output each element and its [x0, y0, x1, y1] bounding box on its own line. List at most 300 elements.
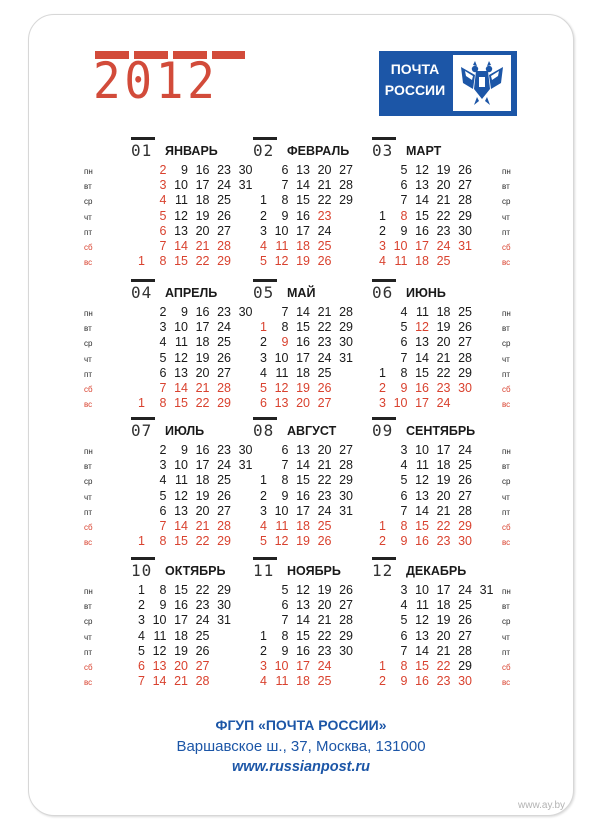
day-cell: 27: [217, 365, 231, 380]
day-cell: 22: [317, 193, 332, 208]
day-cell: 3: [260, 223, 267, 238]
day-cell: 19: [317, 583, 332, 597]
day-cell: 22: [317, 320, 332, 335]
day-cell: 26: [217, 208, 231, 223]
day-cell: 27: [317, 396, 332, 411]
day-cell: 25: [436, 254, 451, 269]
day-cell: 10: [393, 239, 408, 253]
day-cell: 5: [281, 583, 289, 597]
month-number: 06: [372, 283, 394, 302]
month-number-bar: [131, 279, 155, 282]
day-cell: 13: [152, 659, 167, 673]
day-cell: 12: [174, 350, 188, 365]
day-cell: 2: [159, 305, 167, 319]
month-name: ЯНВАРЬ: [165, 144, 218, 158]
weekday-label: пт: [502, 369, 510, 379]
day-cell: 16: [415, 223, 429, 238]
day-cell: 20: [436, 335, 451, 350]
day-cell: 13: [296, 163, 310, 177]
month-header: [370, 137, 510, 161]
weekday-label: чт: [84, 632, 92, 642]
day-cell: 26: [217, 488, 231, 503]
day-cell: 19: [296, 254, 310, 269]
day-cell: 9: [400, 674, 408, 689]
day-cell: 16: [174, 598, 188, 613]
day-cell: 27: [195, 659, 210, 673]
day-cell: 18: [195, 335, 210, 350]
weekday-label: чт: [84, 212, 92, 222]
day-cell: 27: [339, 598, 353, 613]
day-cell: 18: [296, 519, 310, 533]
day-cell: 7: [281, 305, 289, 319]
weekday-label: вс: [84, 400, 93, 410]
day-cell: 21: [174, 674, 188, 689]
weekday-label: сб: [502, 385, 511, 394]
day-cell: 28: [217, 239, 231, 253]
weekday-label: пн: [502, 447, 511, 456]
day-cell: 23: [195, 598, 210, 613]
day-cell: 7: [159, 239, 167, 253]
weekday-label: ср: [84, 339, 93, 349]
day-cell: 16: [296, 335, 310, 350]
day-cell: 1: [138, 396, 145, 411]
weekday-label: вс: [84, 538, 93, 548]
day-cell: 8: [400, 659, 408, 673]
day-cell: 17: [296, 350, 310, 365]
day-cell: 14: [296, 458, 310, 473]
day-cell: 17: [195, 178, 210, 193]
day-cell: 28: [458, 193, 472, 208]
day-cell: 17: [296, 223, 310, 238]
day-cell: 17: [195, 458, 210, 473]
day-cell: 4: [260, 674, 267, 689]
weekday-label: чт: [84, 354, 92, 364]
day-cell: 22: [317, 473, 332, 488]
day-cell: 7: [281, 613, 289, 628]
weekday-label: вт: [502, 462, 510, 472]
day-cell: 24: [317, 659, 332, 673]
logo-line-2: РОССИИ: [384, 82, 446, 98]
day-cell: 13: [296, 443, 310, 457]
day-cell: 31: [479, 583, 494, 597]
weekday-label: чт: [502, 212, 510, 222]
day-cell: 16: [415, 674, 429, 689]
day-cell: 24: [317, 223, 332, 238]
day-cell: 24: [436, 239, 451, 253]
day-cell: 5: [159, 488, 167, 503]
weekday-label: вт: [84, 324, 92, 334]
day-cell: 18: [296, 239, 310, 253]
day-cell: 4: [400, 458, 408, 473]
day-cell: 5: [400, 613, 408, 628]
day-cell: 8: [400, 208, 408, 223]
day-cell: 29: [339, 473, 353, 488]
watermark: www.ay.by: [518, 800, 566, 811]
month-block: [370, 279, 490, 411]
day-cell: 25: [458, 305, 472, 319]
day-cell: 29: [217, 583, 231, 597]
day-cell: 10: [274, 659, 289, 673]
day-cell: 29: [217, 396, 231, 411]
day-cell: 24: [195, 613, 210, 628]
day-cell: 16: [296, 643, 310, 658]
month-number: 04: [131, 283, 153, 302]
day-cell: 20: [436, 488, 451, 503]
month-block: [251, 557, 371, 689]
day-cell: 21: [195, 381, 210, 395]
day-cell: 5: [260, 534, 267, 549]
day-cell: 14: [296, 305, 310, 319]
day-cell: 15: [415, 208, 429, 223]
day-cell: 4: [159, 473, 167, 488]
day-cell: 26: [339, 583, 353, 597]
day-cell: 12: [152, 643, 167, 658]
day-cell: 10: [174, 178, 188, 193]
day-cell: 22: [317, 628, 332, 643]
day-cell: 7: [400, 643, 408, 658]
day-cell: 3: [138, 613, 145, 628]
day-cell: 6: [281, 598, 289, 613]
day-cell: 14: [174, 381, 188, 395]
day-cell: 22: [195, 254, 210, 269]
day-cell: 16: [415, 534, 429, 549]
day-cell: 8: [400, 365, 408, 380]
day-cell: 17: [415, 396, 429, 411]
month-name: ИЮНЬ: [406, 286, 446, 300]
weekday-label: вс: [502, 538, 511, 548]
day-cell: 4: [260, 519, 267, 533]
day-cell: 10: [274, 223, 289, 238]
month-name: ИЮЛЬ: [165, 424, 205, 438]
weekday-label: пн: [502, 309, 511, 318]
day-cell: 9: [181, 443, 188, 457]
logo-line-1: ПОЧТА: [390, 61, 440, 77]
month-block: [251, 137, 371, 269]
day-cell: 26: [317, 381, 332, 395]
day-cell: 24: [436, 396, 451, 411]
day-cell: 19: [436, 320, 451, 335]
day-cell: 6: [281, 443, 289, 457]
day-cell: 7: [159, 519, 167, 533]
day-cell: 4: [159, 335, 167, 350]
day-cell: 2: [379, 674, 386, 689]
day-cell: 2: [138, 598, 145, 613]
day-cell: 17: [415, 239, 429, 253]
day-cell: 23: [436, 223, 451, 238]
weekday-label: ср: [502, 477, 511, 487]
day-cell: 14: [174, 519, 188, 533]
day-cell: 14: [415, 643, 429, 658]
day-cell: 31: [238, 458, 253, 473]
month-name: ДЕКАБРЬ: [406, 564, 467, 578]
day-cell: 14: [415, 193, 429, 208]
day-cell: 8: [281, 320, 289, 335]
day-cell: 20: [317, 598, 332, 613]
day-cell: 27: [217, 503, 231, 518]
weekday-label: вт: [502, 324, 510, 334]
day-cell: 29: [217, 254, 231, 269]
day-cell: 14: [415, 350, 429, 365]
day-cell: 1: [260, 320, 267, 335]
day-cell: 11: [416, 598, 429, 613]
month-number-bar: [131, 417, 155, 420]
day-cell: 18: [436, 598, 451, 613]
day-cell: 13: [174, 503, 188, 518]
day-cell: 15: [296, 473, 310, 488]
weekday-label: вс: [502, 258, 511, 268]
day-cell: 17: [436, 443, 451, 457]
weekday-label: вс: [502, 400, 511, 410]
day-cell: 14: [296, 613, 310, 628]
day-cell: 13: [296, 598, 310, 613]
day-cell: 25: [317, 519, 332, 533]
day-cell: 26: [317, 254, 332, 269]
day-cell: 28: [339, 458, 353, 473]
day-cell: 27: [458, 628, 472, 643]
day-cell: 27: [458, 335, 472, 350]
weekday-label: сб: [84, 385, 93, 394]
day-cell: 3: [400, 583, 408, 597]
day-cell: 2: [159, 443, 167, 457]
day-cell: 26: [458, 613, 472, 628]
day-cell: 19: [436, 613, 451, 628]
day-cell: 3: [379, 396, 386, 411]
day-cell: 23: [217, 163, 231, 177]
day-cell: 8: [281, 473, 289, 488]
month-number-bar: [253, 137, 277, 140]
day-cell: 11: [175, 473, 188, 488]
day-cell: 8: [281, 628, 289, 643]
day-cell: 12: [415, 163, 429, 177]
day-cell: 22: [436, 659, 451, 673]
month-name: АВГУСТ: [287, 424, 337, 438]
day-cell: 21: [317, 178, 332, 193]
day-cell: 30: [238, 443, 253, 457]
day-cell: 30: [458, 534, 472, 549]
day-cell: 26: [458, 320, 472, 335]
day-cell: 29: [458, 659, 472, 673]
day-cell: 26: [458, 473, 472, 488]
day-cell: 16: [195, 163, 210, 177]
day-cell: 20: [195, 503, 210, 518]
month-number-bar: [253, 279, 277, 282]
weekday-label: пн: [84, 309, 93, 318]
day-cell: 5: [400, 163, 408, 177]
day-cell: 1: [260, 473, 267, 488]
day-cell: 11: [153, 628, 167, 643]
russian-post-logo: [379, 51, 517, 116]
day-cell: 15: [174, 534, 188, 549]
day-cell: 6: [159, 223, 167, 238]
day-cell: 25: [317, 365, 332, 380]
day-cell: 27: [217, 223, 231, 238]
day-cell: 15: [174, 396, 188, 411]
day-cell: 3: [400, 443, 408, 457]
day-cell: 1: [379, 519, 386, 533]
day-cell: 17: [174, 613, 188, 628]
weekday-label: пн: [502, 587, 511, 596]
weekday-label: сб: [502, 243, 511, 252]
day-cell: 25: [195, 628, 210, 643]
month-number: 02: [253, 141, 275, 160]
day-cell: 13: [415, 335, 429, 350]
day-cell: 31: [339, 503, 353, 518]
day-cell: 19: [195, 208, 210, 223]
day-cell: 6: [400, 178, 408, 193]
day-cell: 11: [394, 254, 408, 269]
day-cell: 23: [317, 208, 332, 223]
day-cell: 14: [152, 674, 167, 689]
day-cell: 12: [296, 583, 310, 597]
month-number-bar: [131, 557, 155, 560]
organization-name: ФГУП «ПОЧТА РОССИИ»: [215, 717, 387, 733]
day-cell: 5: [260, 254, 267, 269]
day-cell: 30: [238, 305, 253, 319]
day-cell: 29: [217, 534, 231, 549]
month-number: 10: [131, 561, 153, 580]
day-cell: 25: [458, 458, 472, 473]
weekday-label: вс: [84, 678, 93, 688]
day-cell: 19: [296, 534, 310, 549]
day-cell: 16: [195, 305, 210, 319]
day-cell: 4: [400, 305, 408, 319]
day-cell: 12: [274, 381, 289, 395]
day-cell: 4: [260, 239, 267, 253]
day-cell: 27: [458, 488, 472, 503]
day-cell: 25: [217, 193, 231, 208]
month-number: 11: [253, 561, 275, 580]
day-cell: 3: [260, 350, 267, 365]
day-cell: 2: [379, 223, 386, 238]
organization-address: Варшавское ш., 37, Москва, 131000: [176, 738, 426, 755]
day-cell: 19: [195, 488, 210, 503]
day-cell: 2: [260, 335, 267, 350]
day-cell: 18: [195, 473, 210, 488]
day-cell: 30: [339, 488, 353, 503]
day-cell: 28: [339, 305, 353, 319]
day-cell: 30: [339, 335, 353, 350]
month-number-bar: [372, 137, 396, 140]
day-cell: 4: [138, 628, 145, 643]
day-cell: 28: [458, 350, 472, 365]
day-cell: 31: [339, 350, 353, 365]
weekday-label: вт: [84, 182, 92, 192]
day-cell: 15: [296, 193, 310, 208]
day-cell: 23: [217, 443, 231, 457]
day-cell: 17: [296, 503, 310, 518]
day-cell: 22: [436, 208, 451, 223]
month-number-bar: [131, 137, 155, 140]
day-cell: 15: [296, 628, 310, 643]
day-cell: 25: [458, 598, 472, 613]
weekday-label: пн: [84, 447, 93, 456]
day-cell: 20: [436, 628, 451, 643]
month-number-bar: [253, 417, 277, 420]
day-cell: 5: [159, 208, 167, 223]
day-cell: 20: [174, 659, 188, 673]
month-header: [370, 557, 510, 581]
month-block: [129, 557, 249, 689]
day-cell: 18: [296, 674, 310, 689]
month-number: 09: [372, 421, 394, 440]
day-cell: 25: [317, 239, 332, 253]
day-cell: 25: [217, 335, 231, 350]
day-cell: 5: [400, 473, 408, 488]
day-cell: 22: [436, 519, 451, 533]
day-cell: 9: [400, 381, 408, 395]
month-number: 05: [253, 283, 275, 302]
weekday-label: чт: [502, 492, 510, 502]
month-block: [370, 417, 490, 549]
day-cell: 30: [238, 163, 253, 177]
day-cell: 29: [339, 320, 353, 335]
day-cell: 1: [379, 208, 386, 223]
day-cell: 4: [159, 193, 167, 208]
day-cell: 29: [339, 628, 353, 643]
day-cell: 28: [217, 381, 231, 395]
day-cell: 20: [317, 443, 332, 457]
month-number-bar: [253, 557, 277, 560]
day-cell: 5: [260, 381, 267, 395]
day-cell: 30: [458, 381, 472, 395]
day-cell: 9: [281, 335, 289, 350]
day-cell: 17: [436, 583, 451, 597]
month-number: 12: [372, 561, 394, 580]
day-cell: 31: [217, 613, 231, 628]
day-cell: 29: [458, 519, 472, 533]
day-cell: 27: [458, 178, 472, 193]
day-cell: 27: [339, 163, 353, 177]
day-cell: 6: [159, 503, 167, 518]
day-cell: 11: [275, 674, 289, 689]
day-cell: 10: [415, 583, 429, 597]
day-cell: 1: [260, 628, 267, 643]
day-cell: 6: [159, 365, 167, 380]
day-cell: 29: [458, 208, 472, 223]
weekday-label: пн: [502, 167, 511, 176]
day-cell: 15: [415, 519, 429, 533]
weekday-label: вт: [502, 602, 510, 612]
day-cell: 8: [281, 193, 289, 208]
weekday-label: пт: [502, 507, 510, 517]
month-block: [129, 137, 253, 269]
day-cell: 20: [195, 223, 210, 238]
weekday-label: сб: [84, 243, 93, 252]
day-cell: 20: [195, 365, 210, 380]
logo-text: [381, 59, 449, 101]
weekday-label: пт: [84, 369, 92, 379]
month-number: 08: [253, 421, 275, 440]
day-cell: 28: [339, 613, 353, 628]
month-number: 01: [131, 141, 153, 160]
day-cell: 14: [415, 503, 429, 518]
day-cell: 28: [339, 178, 353, 193]
day-cell: 16: [195, 443, 210, 457]
day-cell: 22: [195, 583, 210, 597]
day-cell: 10: [174, 320, 188, 335]
weekday-label: сб: [84, 663, 93, 672]
day-cell: 14: [296, 178, 310, 193]
weekday-label: сб: [502, 663, 511, 672]
weekday-label: ср: [502, 617, 511, 627]
day-cell: 3: [159, 458, 167, 473]
day-cell: 30: [458, 223, 472, 238]
day-cell: 10: [274, 350, 289, 365]
day-cell: 23: [436, 381, 451, 395]
day-cell: 26: [195, 643, 210, 658]
day-cell: 1: [138, 534, 145, 549]
day-cell: 10: [152, 613, 167, 628]
